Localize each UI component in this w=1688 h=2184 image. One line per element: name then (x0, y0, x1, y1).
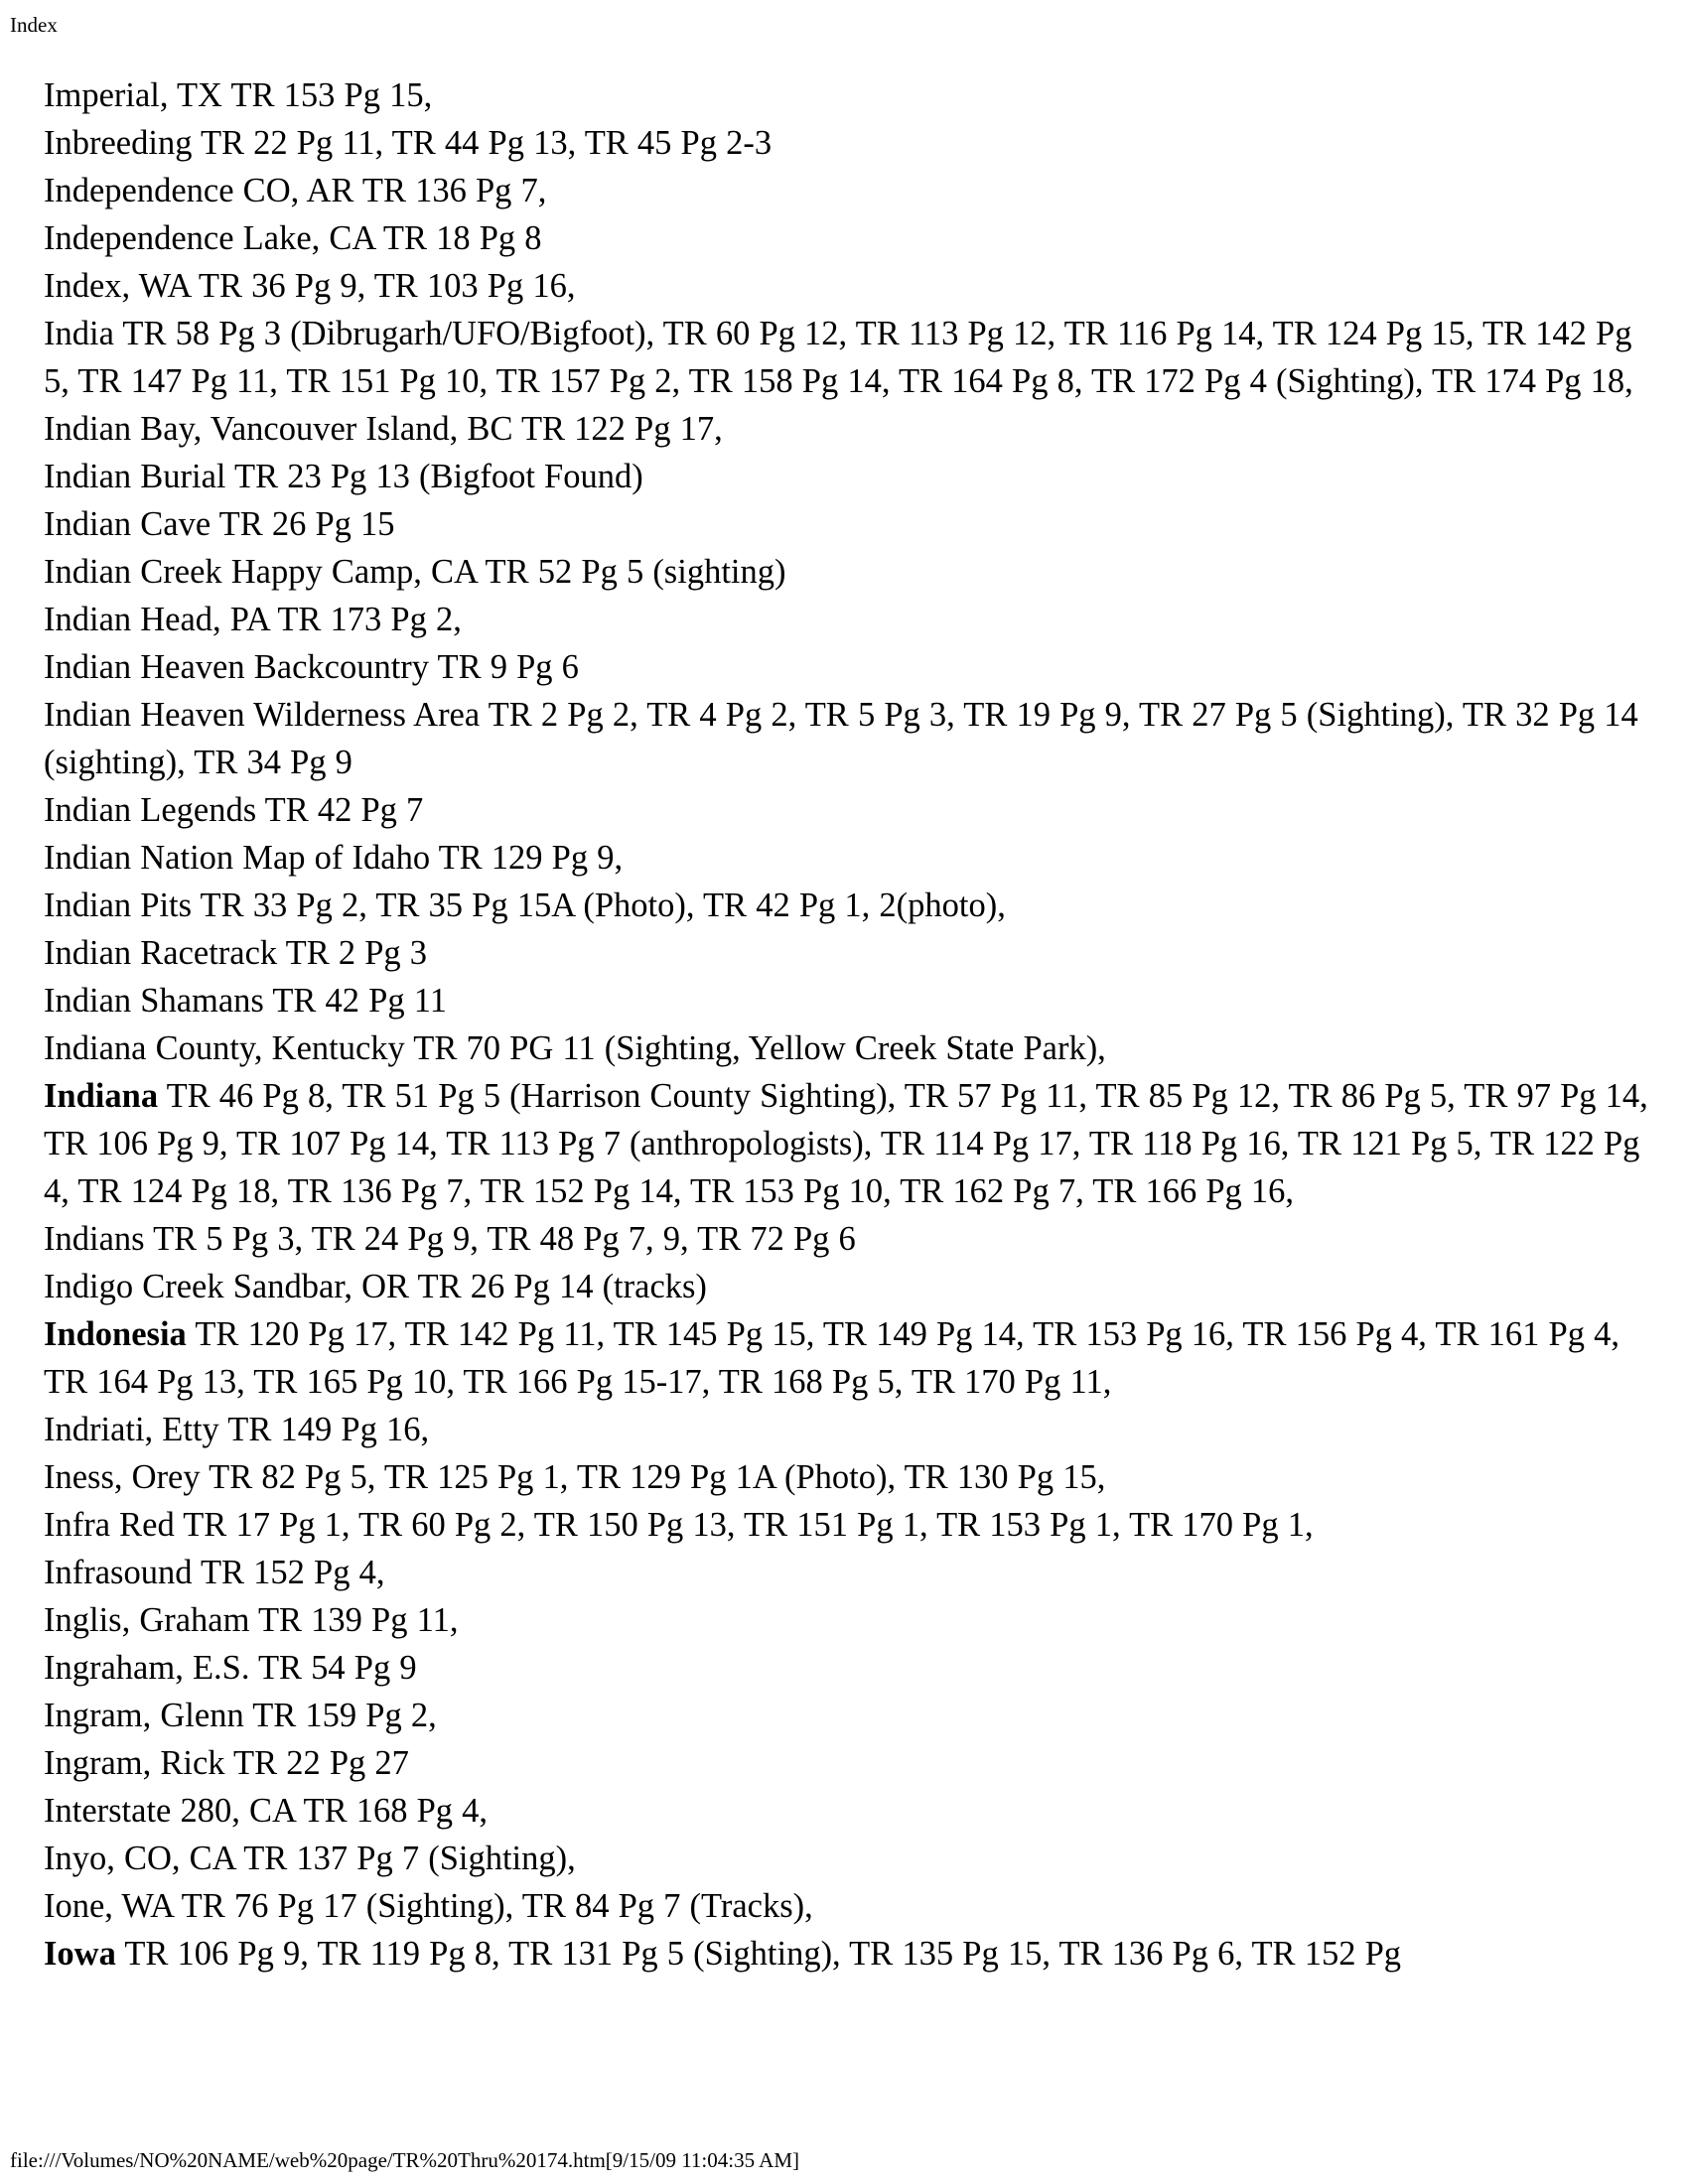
index-entry (44, 977, 1657, 1024)
index-entry-text: Independence CO, AR TR 136 Pg 7, (44, 172, 547, 209)
index-entry-text: Interstate 280, CA TR 168 Pg 4, (44, 1792, 489, 1830)
index-entry (44, 1596, 1657, 1644)
index-entry-text: TR 46 Pg 8, TR 51 Pg 5 (Harrison County Sighting), TR 57 Pg 11, TR 85 Pg 12, TR 86 Pg 5, TR 97 Pg 14, TR 106 Pg 9, TR 107 Pg 14, TR 113 Pg 7 (anthropologists), TR 114 Pg 17, TR 118 Pg 16, TR 121 Pg 5, TR 122 Pg 4, TR 124 Pg 18, TR 136 Pg 7, TR 152 Pg 14, TR 153 Pg 10, TR 162 Pg 7, TR 166 Pg 16, (44, 1077, 1648, 1210)
index-entry (44, 1692, 1657, 1739)
index-entry-text: Independence Lake, CA TR 18 Pg 8 (44, 219, 542, 257)
index-entry-text: Indigo Creek Sandbar, OR TR 26 Pg 14 (tracks) (44, 1268, 707, 1305)
index-entry-text: TR 120 Pg 17, TR 142 Pg 11, TR 145 Pg 15, TR 149 Pg 14, TR 153 Pg 16, TR 156 Pg 4, TR 161 Pg 4, TR 164 Pg 13, TR 165 Pg 10, TR 166 Pg 15-17, TR 168 Pg 5, TR 170 Pg 11, (44, 1315, 1619, 1401)
index-entry (44, 1835, 1657, 1882)
index-entry (44, 1930, 1657, 1978)
index-entry-text: Indian Shamans TR 42 Pg 11 (44, 982, 447, 1020)
index-entry (44, 834, 1657, 882)
index-entry-text: Indian Pits TR 33 Pg 2, TR 35 Pg 15A (Photo), TR 42 Pg 1, 2(photo), (44, 887, 1006, 924)
index-entry (44, 1406, 1657, 1453)
index-entry (44, 786, 1657, 834)
index-entry-text: Ingraham, E.S. TR 54 Pg 9 (44, 1649, 417, 1687)
index-entry (44, 1501, 1657, 1549)
index-entry-text: India TR 58 Pg 3 (Dibrugarh/UFO/Bigfoot), TR 60 Pg 12, TR 113 Pg 12, TR 116 Pg 14, TR 124 Pg 15, TR 142 Pg 5, TR 147 Pg 11, TR 151 Pg 10, TR 157 Pg 2, TR 158 Pg 14, TR 164 Pg 8, TR 172 Pg 4 (Sighting), TR 174 Pg 18, (44, 315, 1633, 400)
index-entry-text: Ingram, Rick TR 22 Pg 27 (44, 1744, 409, 1782)
index-entry-heading: Iowa (44, 1935, 116, 1973)
index-entry (44, 167, 1657, 214)
index-entry-text: Indian Racetrack TR 2 Pg 3 (44, 934, 428, 972)
page-title: Index (10, 13, 58, 37)
index-entry (44, 643, 1657, 691)
index-entry-list (44, 71, 1657, 1978)
index-entry (44, 500, 1657, 548)
index-entry (44, 1787, 1657, 1835)
index-entry (44, 71, 1657, 119)
index-entry (44, 1739, 1657, 1787)
index-entry-text: Inglis, Graham TR 139 Pg 11, (44, 1601, 459, 1639)
index-entry-text: Infra Red TR 17 Pg 1, TR 60 Pg 2, TR 150 Pg 13, TR 151 Pg 1, TR 153 Pg 1, TR 170 Pg 1, (44, 1506, 1314, 1544)
index-entry-text: Indian Head, PA TR 173 Pg 2, (44, 601, 462, 638)
index-entry (44, 929, 1657, 977)
index-entry (44, 453, 1657, 500)
index-entry (44, 310, 1657, 405)
index-entry-text: Indian Nation Map of Idaho TR 129 Pg 9, (44, 839, 624, 877)
index-entry-text: Indriati, Etty TR 149 Pg 16, (44, 1411, 430, 1448)
index-entry-text: Imperial, TX TR 153 Pg 15, (44, 76, 433, 114)
index-entry (44, 1549, 1657, 1596)
index-entry-text: Ione, WA TR 76 Pg 17 (Sighting), TR 84 Pg 7 (Tracks), (44, 1887, 813, 1925)
index-entry-text: Index, WA TR 36 Pg 9, TR 103 Pg 16, (44, 267, 576, 305)
index-entry-heading: Indiana (44, 1077, 159, 1115)
index-entry (44, 596, 1657, 643)
index-entry-text: Indian Bay, Vancouver Island, BC TR 122 Pg 17, (44, 410, 723, 448)
index-entry-text: Inbreeding TR 22 Pg 11, TR 44 Pg 13, TR 45 Pg 2-3 (44, 124, 773, 162)
index-entry-text: Indian Creek Happy Camp, CA TR 52 Pg 5 (sighting) (44, 553, 786, 591)
index-entry-text: Indian Legends TR 42 Pg 7 (44, 791, 424, 829)
index-entry-text: TR 106 Pg 9, TR 119 Pg 8, TR 131 Pg 5 (Sighting), TR 135 Pg 15, TR 136 Pg 6, TR 152 Pg (115, 1935, 1402, 1973)
index-entry-text: Indian Heaven Wilderness Area TR 2 Pg 2, TR 4 Pg 2, TR 5 Pg 3, TR 19 Pg 9, TR 27 Pg 5 (Sighting), TR 32 Pg 14 (sighting), TR 34 Pg 9 (44, 696, 1638, 781)
index-entry-text: Infrasound TR 152 Pg 4, (44, 1554, 385, 1591)
index-entry-heading: Indonesia (44, 1315, 187, 1353)
index-entry-text: Indians TR 5 Pg 3, TR 24 Pg 9, TR 48 Pg 7, 9, TR 72 Pg 6 (44, 1220, 856, 1258)
index-entry-text: Inyo, CO, CA TR 137 Pg 7 (Sighting), (44, 1840, 576, 1877)
index-entry-text: Indian Heaven Backcountry TR 9 Pg 6 (44, 648, 579, 686)
index-entry (44, 405, 1657, 453)
index-entry-text: Indian Burial TR 23 Pg 13 (Bigfoot Found) (44, 458, 643, 495)
index-entry (44, 548, 1657, 596)
index-entry (44, 1263, 1657, 1310)
index-entry (44, 214, 1657, 262)
index-entry (44, 691, 1657, 786)
index-entry (44, 1882, 1657, 1930)
index-entry (44, 1024, 1657, 1072)
index-entry (44, 119, 1657, 167)
index-entry-text: Iness, Orey TR 82 Pg 5, TR 125 Pg 1, TR 129 Pg 1A (Photo), TR 130 Pg 15, (44, 1458, 1106, 1496)
index-entry-text: Ingram, Glenn TR 159 Pg 2, (44, 1697, 437, 1734)
index-entry (44, 262, 1657, 310)
index-entry (44, 1310, 1657, 1406)
index-entry (44, 1072, 1657, 1215)
source-url-footer: file:///Volumes/NO%20NAME/web%20page/TR%20Thru%20174.htm[9/15/09 11:04:35 AM] (10, 2148, 800, 2172)
index-entry (44, 1644, 1657, 1692)
index-entry (44, 1453, 1657, 1501)
index-entry (44, 882, 1657, 929)
index-entry-text: Indian Cave TR 26 Pg 15 (44, 505, 395, 543)
index-entry-text: Indiana County, Kentucky TR 70 PG 11 (Sighting, Yellow Creek State Park), (44, 1029, 1106, 1067)
index-entry (44, 1215, 1657, 1263)
